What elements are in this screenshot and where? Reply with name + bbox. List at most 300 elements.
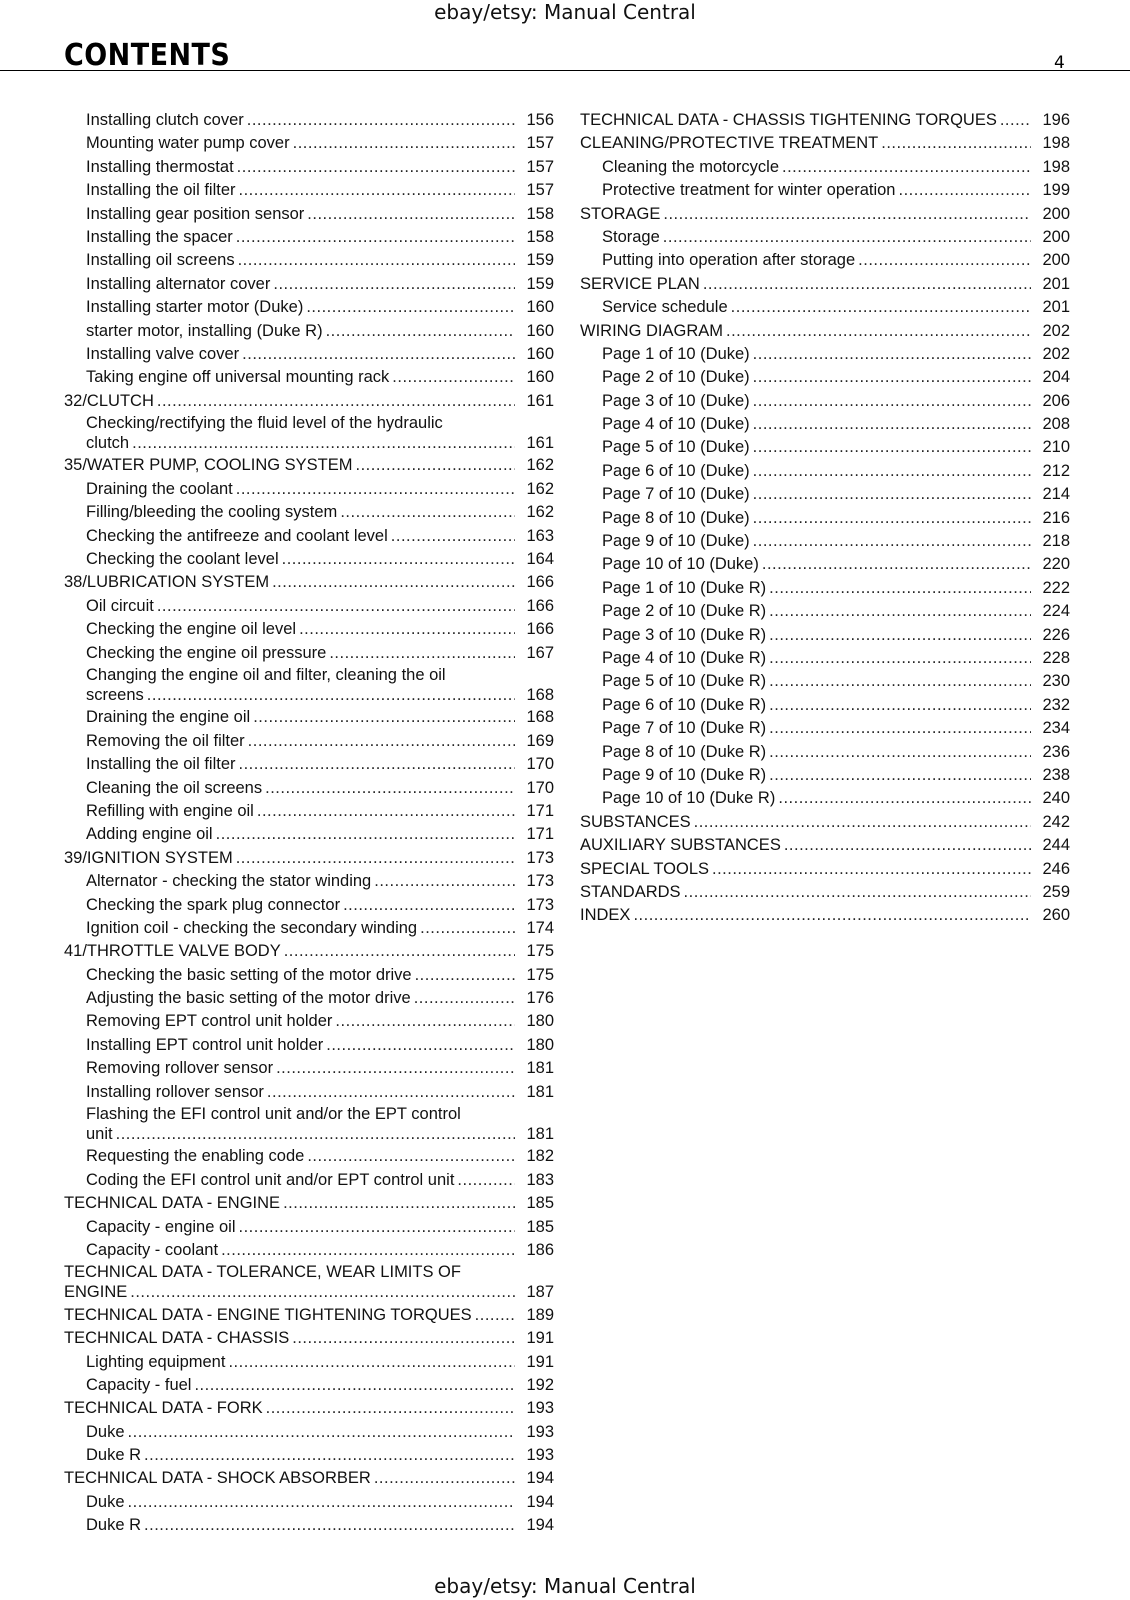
- page-number: 4: [1054, 53, 1065, 73]
- toc-leader-dots: [769, 741, 1031, 764]
- toc-section-entry[interactable]: [580, 320, 1070, 343]
- toc-leader-dots: [283, 1192, 515, 1215]
- toc-leader-dots: [782, 156, 1031, 179]
- toc-entry-page: 173: [526, 895, 554, 914]
- toc-entry-page: 244: [1042, 836, 1070, 855]
- toc-subentry[interactable]: [64, 1145, 554, 1168]
- toc-entry-page: 186: [526, 1240, 554, 1259]
- toc-subentry[interactable]: [64, 618, 554, 641]
- toc-entry-page: 202: [1042, 344, 1070, 363]
- toc-entry-title: Checking the basic setting of the motor drive: [86, 965, 412, 984]
- toc-entry-page: 156: [526, 111, 554, 129]
- toc-leader-dots: [753, 436, 1031, 459]
- toc-subentry[interactable]: [580, 436, 1070, 459]
- toc-entry-title: Page 5 of 10 (Duke): [602, 438, 750, 457]
- toc-section-entry[interactable]: [64, 571, 554, 594]
- toc-entry-title: TECHNICAL DATA - TOLERANCE, WEAR LIMITS OF: [64, 1263, 461, 1282]
- toc-entry-title: INDEX: [580, 906, 631, 925]
- toc-subentry[interactable]: [580, 741, 1070, 764]
- toc-entry-page: 170: [526, 755, 554, 774]
- watermark-bottom: ebay/etsy: Manual Central: [434, 1574, 696, 1598]
- toc-entry-title: STORAGE: [580, 204, 661, 223]
- toc-entry-page: 169: [526, 731, 554, 750]
- toc-entry-page: 212: [1042, 461, 1070, 480]
- toc-leader-dots: [663, 226, 1031, 249]
- toc-leader-dots: [130, 1282, 515, 1303]
- toc-leader-dots: [753, 530, 1031, 553]
- toc-leader-dots: [374, 1467, 515, 1490]
- toc-entry-page: 173: [526, 848, 554, 867]
- toc-entry-page: 181: [526, 1059, 554, 1078]
- toc-entry-page: 166: [526, 596, 554, 615]
- toc-leader-dots: [299, 618, 515, 641]
- toc-entry-page: 204: [1042, 368, 1070, 387]
- toc-entry-title: Page 8 of 10 (Duke): [602, 508, 750, 527]
- toc-entry-page: 232: [1042, 695, 1070, 714]
- toc-leader-dots: [726, 320, 1031, 343]
- toc-entry-page: 226: [1042, 625, 1070, 644]
- toc-leader-dots: [239, 1216, 516, 1239]
- toc-leader-dots: [335, 1010, 515, 1033]
- toc-leader-dots: [753, 343, 1031, 366]
- toc-entry-title: Checking the engine oil pressure: [86, 643, 327, 662]
- toc-subentry[interactable]: [64, 296, 554, 319]
- toc-entry-page: 198: [1042, 134, 1070, 153]
- toc-entry-title: 32/CLUTCH: [64, 391, 154, 410]
- toc-leader-dots: [326, 320, 515, 343]
- toc-subentry[interactable]: [580, 647, 1070, 670]
- toc-subentry[interactable]: [580, 670, 1070, 693]
- toc-entry-page: 171: [526, 825, 554, 844]
- toc-subentry[interactable]: [64, 273, 554, 296]
- toc-entry-title: Requesting the enabling code: [86, 1147, 305, 1166]
- toc-entry-title: Page 2 of 10 (Duke R): [602, 602, 767, 621]
- toc-leader-dots: [356, 454, 515, 477]
- toc-leader-dots: [329, 642, 515, 665]
- toc-entry-page: 202: [1042, 321, 1070, 340]
- toc-entry-page: 194: [526, 1492, 554, 1511]
- toc-leader-dots: [128, 1491, 515, 1514]
- toc-subentry[interactable]: [64, 179, 554, 202]
- toc-leader-dots: [144, 1444, 515, 1467]
- toc-column-right: [580, 109, 1070, 928]
- toc-entry-page: 198: [1042, 157, 1070, 176]
- toc-entry-page: 181: [526, 1082, 554, 1101]
- toc-entry-title: Installing valve cover: [86, 344, 240, 363]
- toc-entry-page: 160: [526, 368, 554, 387]
- toc-entry-page: 246: [1042, 859, 1070, 878]
- toc-leader-dots: [116, 1124, 515, 1145]
- toc-subentry[interactable]: [64, 730, 554, 753]
- toc-entry-title: Taking engine off universal mounting rack: [86, 368, 390, 387]
- toc-subentry[interactable]: [64, 109, 554, 132]
- toc-subentry[interactable]: [64, 156, 554, 179]
- toc-entry-title: Removing EPT control unit holder: [86, 1012, 333, 1031]
- toc-entry-page: 180: [526, 1035, 554, 1054]
- toc-subentry[interactable]: [580, 787, 1070, 810]
- toc-leader-dots: [769, 764, 1031, 787]
- toc-entry-title: Capacity - fuel: [86, 1375, 192, 1394]
- toc-section-entry[interactable]: [64, 1304, 554, 1327]
- toc-entry-title: 35/WATER PUMP, COOLING SYSTEM: [64, 456, 353, 475]
- toc-subentry[interactable]: [64, 870, 554, 893]
- toc-leader-dots: [307, 1145, 515, 1168]
- toc-subentry[interactable]: [64, 917, 554, 940]
- toc-leader-dots: [769, 670, 1031, 693]
- toc-leader-dots: [228, 1351, 515, 1374]
- toc-leader-dots: [769, 647, 1031, 670]
- toc-entry-title: Lighting equipment: [86, 1352, 226, 1371]
- toc-entry-title: Mounting water pump cover: [86, 134, 290, 153]
- toc-section-entry[interactable]: [64, 847, 554, 870]
- toc-entry-page: 185: [526, 1194, 554, 1213]
- toc-leader-dots: [236, 847, 515, 870]
- toc-subentry[interactable]: [580, 156, 1070, 179]
- toc-leader-dots: [236, 478, 515, 501]
- toc-leader-dots: [753, 413, 1031, 436]
- toc-subentry[interactable]: [580, 413, 1070, 436]
- toc-entry-page: 157: [526, 134, 554, 153]
- toc-section-entry[interactable]: [64, 1467, 554, 1490]
- toc-leader-dots: [769, 577, 1031, 600]
- toc-entry-title: Installing EPT control unit holder: [86, 1035, 324, 1054]
- toc-entry-title-continued: ENGINE: [64, 1283, 128, 1302]
- toc-entry-title: Ignition coil - checking the secondary winding: [86, 918, 418, 937]
- toc-subentry[interactable]: [64, 226, 554, 249]
- toc-entry-title: Installing rollover sensor: [86, 1082, 264, 1101]
- toc-leader-dots: [762, 553, 1031, 576]
- toc-section-entry[interactable]: [64, 1327, 554, 1350]
- toc-leader-dots: [284, 940, 515, 963]
- toc-entry-title: Service schedule: [602, 298, 728, 317]
- toc-entry-page: 182: [526, 1147, 554, 1166]
- toc-subentry[interactable]: [580, 624, 1070, 647]
- toc-entry-title: Installing thermostat: [86, 157, 234, 176]
- toc-entry-title: Refilling with engine oil: [86, 801, 254, 820]
- toc-leader-dots: [242, 343, 515, 366]
- toc-subentry[interactable]: [580, 296, 1070, 319]
- toc-section-entry[interactable]: [580, 904, 1070, 927]
- toc-subentry[interactable]: [64, 478, 554, 501]
- toc-subentry[interactable]: [64, 777, 554, 800]
- toc-entry-title: Installing the oil filter: [86, 181, 236, 200]
- toc-leader-dots: [326, 1034, 515, 1057]
- toc-subentry[interactable]: [64, 964, 554, 987]
- toc-entry-page: 181: [526, 1125, 554, 1144]
- toc-subentry[interactable]: [64, 987, 554, 1010]
- toc-leader-dots: [684, 881, 1031, 904]
- toc-entry-title: Putting into operation after storage: [602, 251, 856, 270]
- toc-subentry[interactable]: [64, 1034, 554, 1057]
- toc-entry-page: 157: [526, 157, 554, 176]
- toc-subentry[interactable]: [64, 343, 554, 366]
- toc-subentry[interactable]: [580, 553, 1070, 576]
- toc-entry-page: 183: [526, 1170, 554, 1189]
- toc-entry-title: Page 3 of 10 (Duke): [602, 391, 750, 410]
- toc-leader-dots: [306, 296, 515, 319]
- toc-entry-page: 200: [1042, 227, 1070, 246]
- toc-entry-page: 222: [1042, 578, 1070, 597]
- toc-leader-dots: [266, 1397, 515, 1420]
- toc-entry-page: 230: [1042, 672, 1070, 691]
- toc-leader-dots: [253, 706, 515, 729]
- toc-subentry[interactable]: [580, 343, 1070, 366]
- toc-entry-page: 206: [1042, 391, 1070, 410]
- toc-leader-dots: [475, 1304, 515, 1327]
- toc-subentry[interactable]: [64, 642, 554, 665]
- toc-section-entry[interactable]: [64, 1397, 554, 1420]
- toc-subentry[interactable]: [580, 694, 1070, 717]
- toc-leader-dots: [753, 390, 1031, 413]
- toc-entry-page: 200: [1042, 251, 1070, 270]
- toc-entry-title: TECHNICAL DATA - ENGINE: [64, 1194, 281, 1213]
- toc-section-entry[interactable]: [64, 390, 554, 413]
- toc-subentry[interactable]: [64, 132, 554, 155]
- toc-subentry[interactable]: [64, 1081, 554, 1104]
- toc-entry-page: 160: [526, 298, 554, 317]
- toc-entry-page: 196: [1042, 111, 1070, 129]
- toc-entry-page: 157: [526, 181, 554, 200]
- toc-leader-dots: [778, 787, 1031, 810]
- toc-leader-dots: [1000, 109, 1031, 132]
- toc-subentry[interactable]: [580, 226, 1070, 249]
- toc-section-entry[interactable]: [580, 881, 1070, 904]
- toc-entry-page: 162: [526, 479, 554, 498]
- toc-leader-dots: [420, 917, 515, 940]
- toc-entry-title: Duke R: [86, 1446, 142, 1465]
- toc-subentry[interactable]: [64, 1374, 554, 1397]
- toc-entry-title: Page 9 of 10 (Duke): [602, 532, 750, 551]
- toc-entry-page: 161: [526, 434, 554, 453]
- toc-entry-title: SPECIAL TOOLS: [580, 859, 710, 878]
- toc-entry-title: Page 8 of 10 (Duke R): [602, 742, 767, 761]
- toc-subentry[interactable]: [64, 1421, 554, 1444]
- toc-subentry[interactable]: [580, 483, 1070, 506]
- toc-section-entry[interactable]: [580, 109, 1070, 132]
- toc-entry-title: TECHNICAL DATA - FORK: [64, 1399, 263, 1418]
- toc-section-entry[interactable]: [580, 858, 1070, 881]
- toc-leader-dots: [216, 823, 515, 846]
- toc-entry-title: Page 10 of 10 (Duke R): [602, 789, 776, 808]
- toc-leader-dots: [307, 203, 515, 226]
- toc-leader-dots: [237, 156, 515, 179]
- toc-entry-title: Capacity - coolant: [86, 1240, 219, 1259]
- toc-subentry[interactable]: [64, 1057, 554, 1080]
- toc-section-entry[interactable]: [64, 940, 554, 963]
- toc-subentry[interactable]: [580, 600, 1070, 623]
- toc-section-entry[interactable]: [580, 132, 1070, 155]
- toc-entry-title: STANDARDS: [580, 882, 681, 901]
- toc-leader-dots: [633, 904, 1031, 927]
- toc-entry-page: 163: [526, 526, 554, 545]
- toc-entry-page: 168: [526, 685, 554, 704]
- toc-entry-title: Checking/rectifying the fluid level of the hydraulic: [86, 414, 443, 433]
- toc-subentry[interactable]: [64, 1444, 554, 1467]
- toc-subentry[interactable]: [64, 1514, 554, 1537]
- toc-leader-dots: [128, 1421, 515, 1444]
- toc-entry-title: Duke: [86, 1492, 125, 1511]
- toc-entry-page: 218: [1042, 532, 1070, 551]
- toc-entry-page: 238: [1042, 765, 1070, 784]
- toc-subentry[interactable]: [64, 706, 554, 729]
- toc-leader-dots: [753, 366, 1031, 389]
- toc-leader-dots: [257, 800, 515, 823]
- toc-entry-page: 173: [526, 872, 554, 891]
- toc-entry-title: Coding the EFI control unit and/or EPT control unit: [86, 1170, 455, 1189]
- toc-subentry[interactable]: [64, 800, 554, 823]
- toc-entry-page: 170: [526, 778, 554, 797]
- toc-subentry[interactable]: [580, 530, 1070, 553]
- toc-entry-title: Installing alternator cover: [86, 274, 271, 293]
- toc-leader-dots: [147, 685, 515, 706]
- toc-entry-page: 242: [1042, 812, 1070, 831]
- toc-subentry[interactable]: [64, 203, 554, 226]
- toc-subentry[interactable]: [64, 1216, 554, 1239]
- toc-entry-title: Oil circuit: [86, 596, 154, 615]
- toc-section-entry[interactable]: [580, 203, 1070, 226]
- toc-entry-title: Checking the spark plug connector: [86, 895, 341, 914]
- toc-entry-page: 200: [1042, 204, 1070, 223]
- toc-entry-page: 201: [1042, 274, 1070, 293]
- toc-leader-dots: [282, 548, 515, 571]
- toc-entry-page: 240: [1042, 789, 1070, 808]
- toc-leader-dots: [392, 366, 515, 389]
- toc-entry-page: 161: [526, 391, 554, 410]
- toc-leader-dots: [753, 483, 1031, 506]
- toc-entry-title: Page 10 of 10 (Duke): [602, 555, 759, 574]
- toc-entry-title: Installing starter motor (Duke): [86, 298, 304, 317]
- toc-entry-page: 199: [1042, 181, 1070, 200]
- toc-section-entry[interactable]: [64, 454, 554, 477]
- toc-entry-page: 187: [526, 1283, 554, 1302]
- toc-subentry[interactable]: [64, 1169, 554, 1192]
- toc-entry-page: 208: [1042, 415, 1070, 434]
- toc-leader-dots: [132, 433, 515, 454]
- toc-entry-title: Draining the engine oil: [86, 708, 251, 727]
- toc-leader-dots: [239, 179, 516, 202]
- toc-subentry[interactable]: [64, 665, 554, 706]
- toc-leader-dots: [265, 777, 515, 800]
- toc-section-entry[interactable]: [580, 273, 1070, 296]
- toc-entry-title: Page 7 of 10 (Duke R): [602, 719, 767, 738]
- toc-leader-dots: [238, 249, 515, 272]
- toc-leader-dots: [753, 460, 1031, 483]
- toc-entry-title-continued: unit: [86, 1125, 113, 1144]
- toc-subentry[interactable]: [64, 525, 554, 548]
- toc-entry-title-continued: clutch: [86, 434, 130, 453]
- toc-entry-title: TECHNICAL DATA - CHASSIS TIGHTENING TORQUES: [580, 111, 997, 129]
- toc-entry-page: 162: [526, 503, 554, 522]
- toc-subentry[interactable]: [64, 1010, 554, 1033]
- toc-leader-dots: [769, 624, 1031, 647]
- toc-entry-title: 39/IGNITION SYSTEM: [64, 848, 233, 867]
- toc-subentry[interactable]: [580, 390, 1070, 413]
- toc-entry-page: 175: [526, 942, 554, 961]
- toc-subentry[interactable]: [64, 753, 554, 776]
- toc-leader-dots: [247, 109, 515, 132]
- toc-leader-dots: [898, 179, 1031, 202]
- toc-entry-title: Page 1 of 10 (Duke): [602, 344, 750, 363]
- toc-subentry[interactable]: [580, 764, 1070, 787]
- toc-subentry[interactable]: [580, 179, 1070, 202]
- toc-leader-dots: [272, 571, 515, 594]
- toc-entry-title: Page 7 of 10 (Duke): [602, 485, 750, 504]
- toc-subentry[interactable]: [64, 595, 554, 618]
- toc-subentry[interactable]: [64, 249, 554, 272]
- toc-subentry[interactable]: [64, 1351, 554, 1374]
- toc-entry-page: 193: [526, 1399, 554, 1418]
- toc-entry-title: Removing rollover sensor: [86, 1059, 274, 1078]
- toc-entry-title: Page 2 of 10 (Duke): [602, 368, 750, 387]
- toc-subentry[interactable]: [64, 894, 554, 917]
- toc-entry-page: 160: [526, 344, 554, 363]
- toc-entry-page: 174: [526, 918, 554, 937]
- toc-entry-title: TECHNICAL DATA - SHOCK ABSORBER: [64, 1469, 371, 1488]
- toc-entry-page: 191: [526, 1329, 554, 1348]
- toc-entry-title: Flashing the EFI control unit and/or the EPT control: [86, 1105, 461, 1124]
- toc-entry-page: 220: [1042, 555, 1070, 574]
- toc-leader-dots: [267, 1081, 515, 1104]
- toc-section-entry[interactable]: [580, 811, 1070, 834]
- toc-subentry[interactable]: [64, 823, 554, 846]
- toc-subentry[interactable]: [580, 717, 1070, 740]
- toc-subentry[interactable]: [64, 320, 554, 343]
- toc-leader-dots: [731, 296, 1031, 319]
- toc-section-entry[interactable]: [64, 1262, 554, 1303]
- toc-subentry[interactable]: [580, 507, 1070, 530]
- toc-section-entry[interactable]: [580, 834, 1070, 857]
- toc-leader-dots: [374, 870, 515, 893]
- watermark-top: ebay/etsy: Manual Central: [434, 0, 696, 24]
- toc-subentry[interactable]: [580, 460, 1070, 483]
- toc-entry-title: Page 6 of 10 (Duke): [602, 461, 750, 480]
- toc-subentry[interactable]: [580, 249, 1070, 272]
- toc-leader-dots: [391, 525, 515, 548]
- toc-entry-page: 168: [526, 708, 554, 727]
- toc-entry-page: 210: [1042, 438, 1070, 457]
- toc-section-entry[interactable]: [64, 1192, 554, 1215]
- toc-subentry[interactable]: [64, 1491, 554, 1514]
- toc-entry-page: 175: [526, 965, 554, 984]
- toc-entry-page: 160: [526, 321, 554, 340]
- toc-entry-title: Changing the engine oil and filter, cleaning the oil: [86, 665, 446, 684]
- toc-leader-dots: [784, 834, 1031, 857]
- toc-subentry[interactable]: [64, 1239, 554, 1262]
- toc-subentry[interactable]: [580, 366, 1070, 389]
- toc-leader-dots: [694, 811, 1031, 834]
- toc-entry-title: Page 1 of 10 (Duke R): [602, 578, 767, 597]
- toc-entry-page: 176: [526, 989, 554, 1008]
- toc-subentry[interactable]: [64, 413, 554, 454]
- toc-subentry[interactable]: [580, 577, 1070, 600]
- toc-subentry[interactable]: [64, 1104, 554, 1145]
- toc-leader-dots: [415, 964, 515, 987]
- toc-entry-title: Page 3 of 10 (Duke R): [602, 625, 767, 644]
- toc-leader-dots: [703, 273, 1031, 296]
- toc-entry-title: Page 4 of 10 (Duke): [602, 415, 750, 434]
- toc-entry-page: 260: [1042, 906, 1070, 925]
- toc-entry-title: AUXILIARY SUBSTANCES: [580, 836, 781, 855]
- toc-subentry[interactable]: [64, 501, 554, 524]
- toc-entry-page: 159: [526, 274, 554, 293]
- toc-entry-title: Duke: [86, 1422, 125, 1441]
- toc-entry-title: Adding engine oil: [86, 825, 213, 844]
- toc-subentry[interactable]: [64, 548, 554, 571]
- toc-entry-title: WIRING DIAGRAM: [580, 321, 723, 340]
- toc-subentry[interactable]: [64, 366, 554, 389]
- toc-entry-title: Cleaning the oil screens: [86, 778, 263, 797]
- toc-entry-page: 216: [1042, 508, 1070, 527]
